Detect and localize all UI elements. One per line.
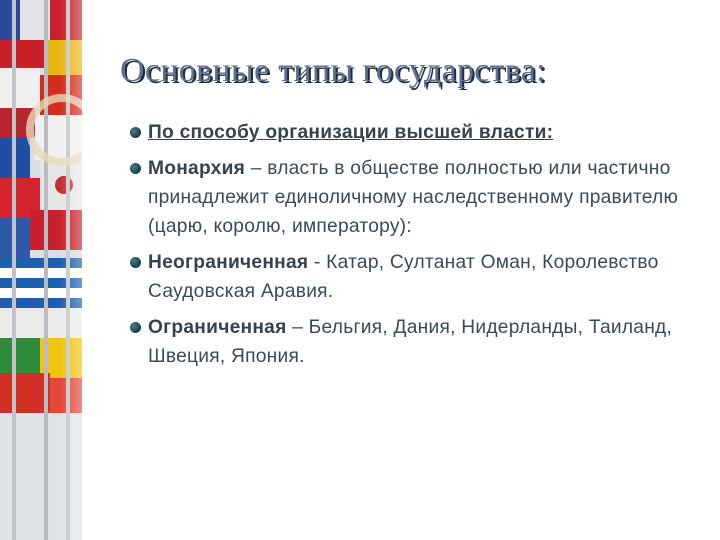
bullet-text: – власть в обществе полностью или частично принадлежит единоличному наследственному правителю (царю, королю, императору): bbox=[148, 158, 679, 237]
bullet-lead: Ограниченная bbox=[148, 317, 287, 338]
bullet-icon bbox=[130, 322, 141, 333]
bullet-lead: Монархия bbox=[148, 158, 246, 179]
bullet-text: - Катар, Султанат Оман, Королевство Саудовская Аравия. bbox=[148, 252, 659, 302]
slide-title: Основные типы государства: bbox=[120, 52, 546, 89]
flags-decoration bbox=[0, 0, 82, 540]
bullet-item bbox=[130, 154, 690, 241]
bullet-lead: По способу организации высшей власти: bbox=[148, 122, 554, 143]
bullet-icon bbox=[130, 257, 141, 268]
bullet-item bbox=[130, 118, 690, 147]
bullet-icon bbox=[130, 163, 141, 174]
bullet-list bbox=[130, 118, 690, 378]
bullet-lead: Неограниченная bbox=[148, 252, 309, 273]
bullet-item bbox=[130, 248, 690, 306]
bullet-text: – Бельгия, Дания, Нидерланды, Таиланд, Швеция, Япония. bbox=[148, 317, 673, 367]
bullet-icon bbox=[130, 127, 141, 138]
bullet-item bbox=[130, 313, 690, 371]
